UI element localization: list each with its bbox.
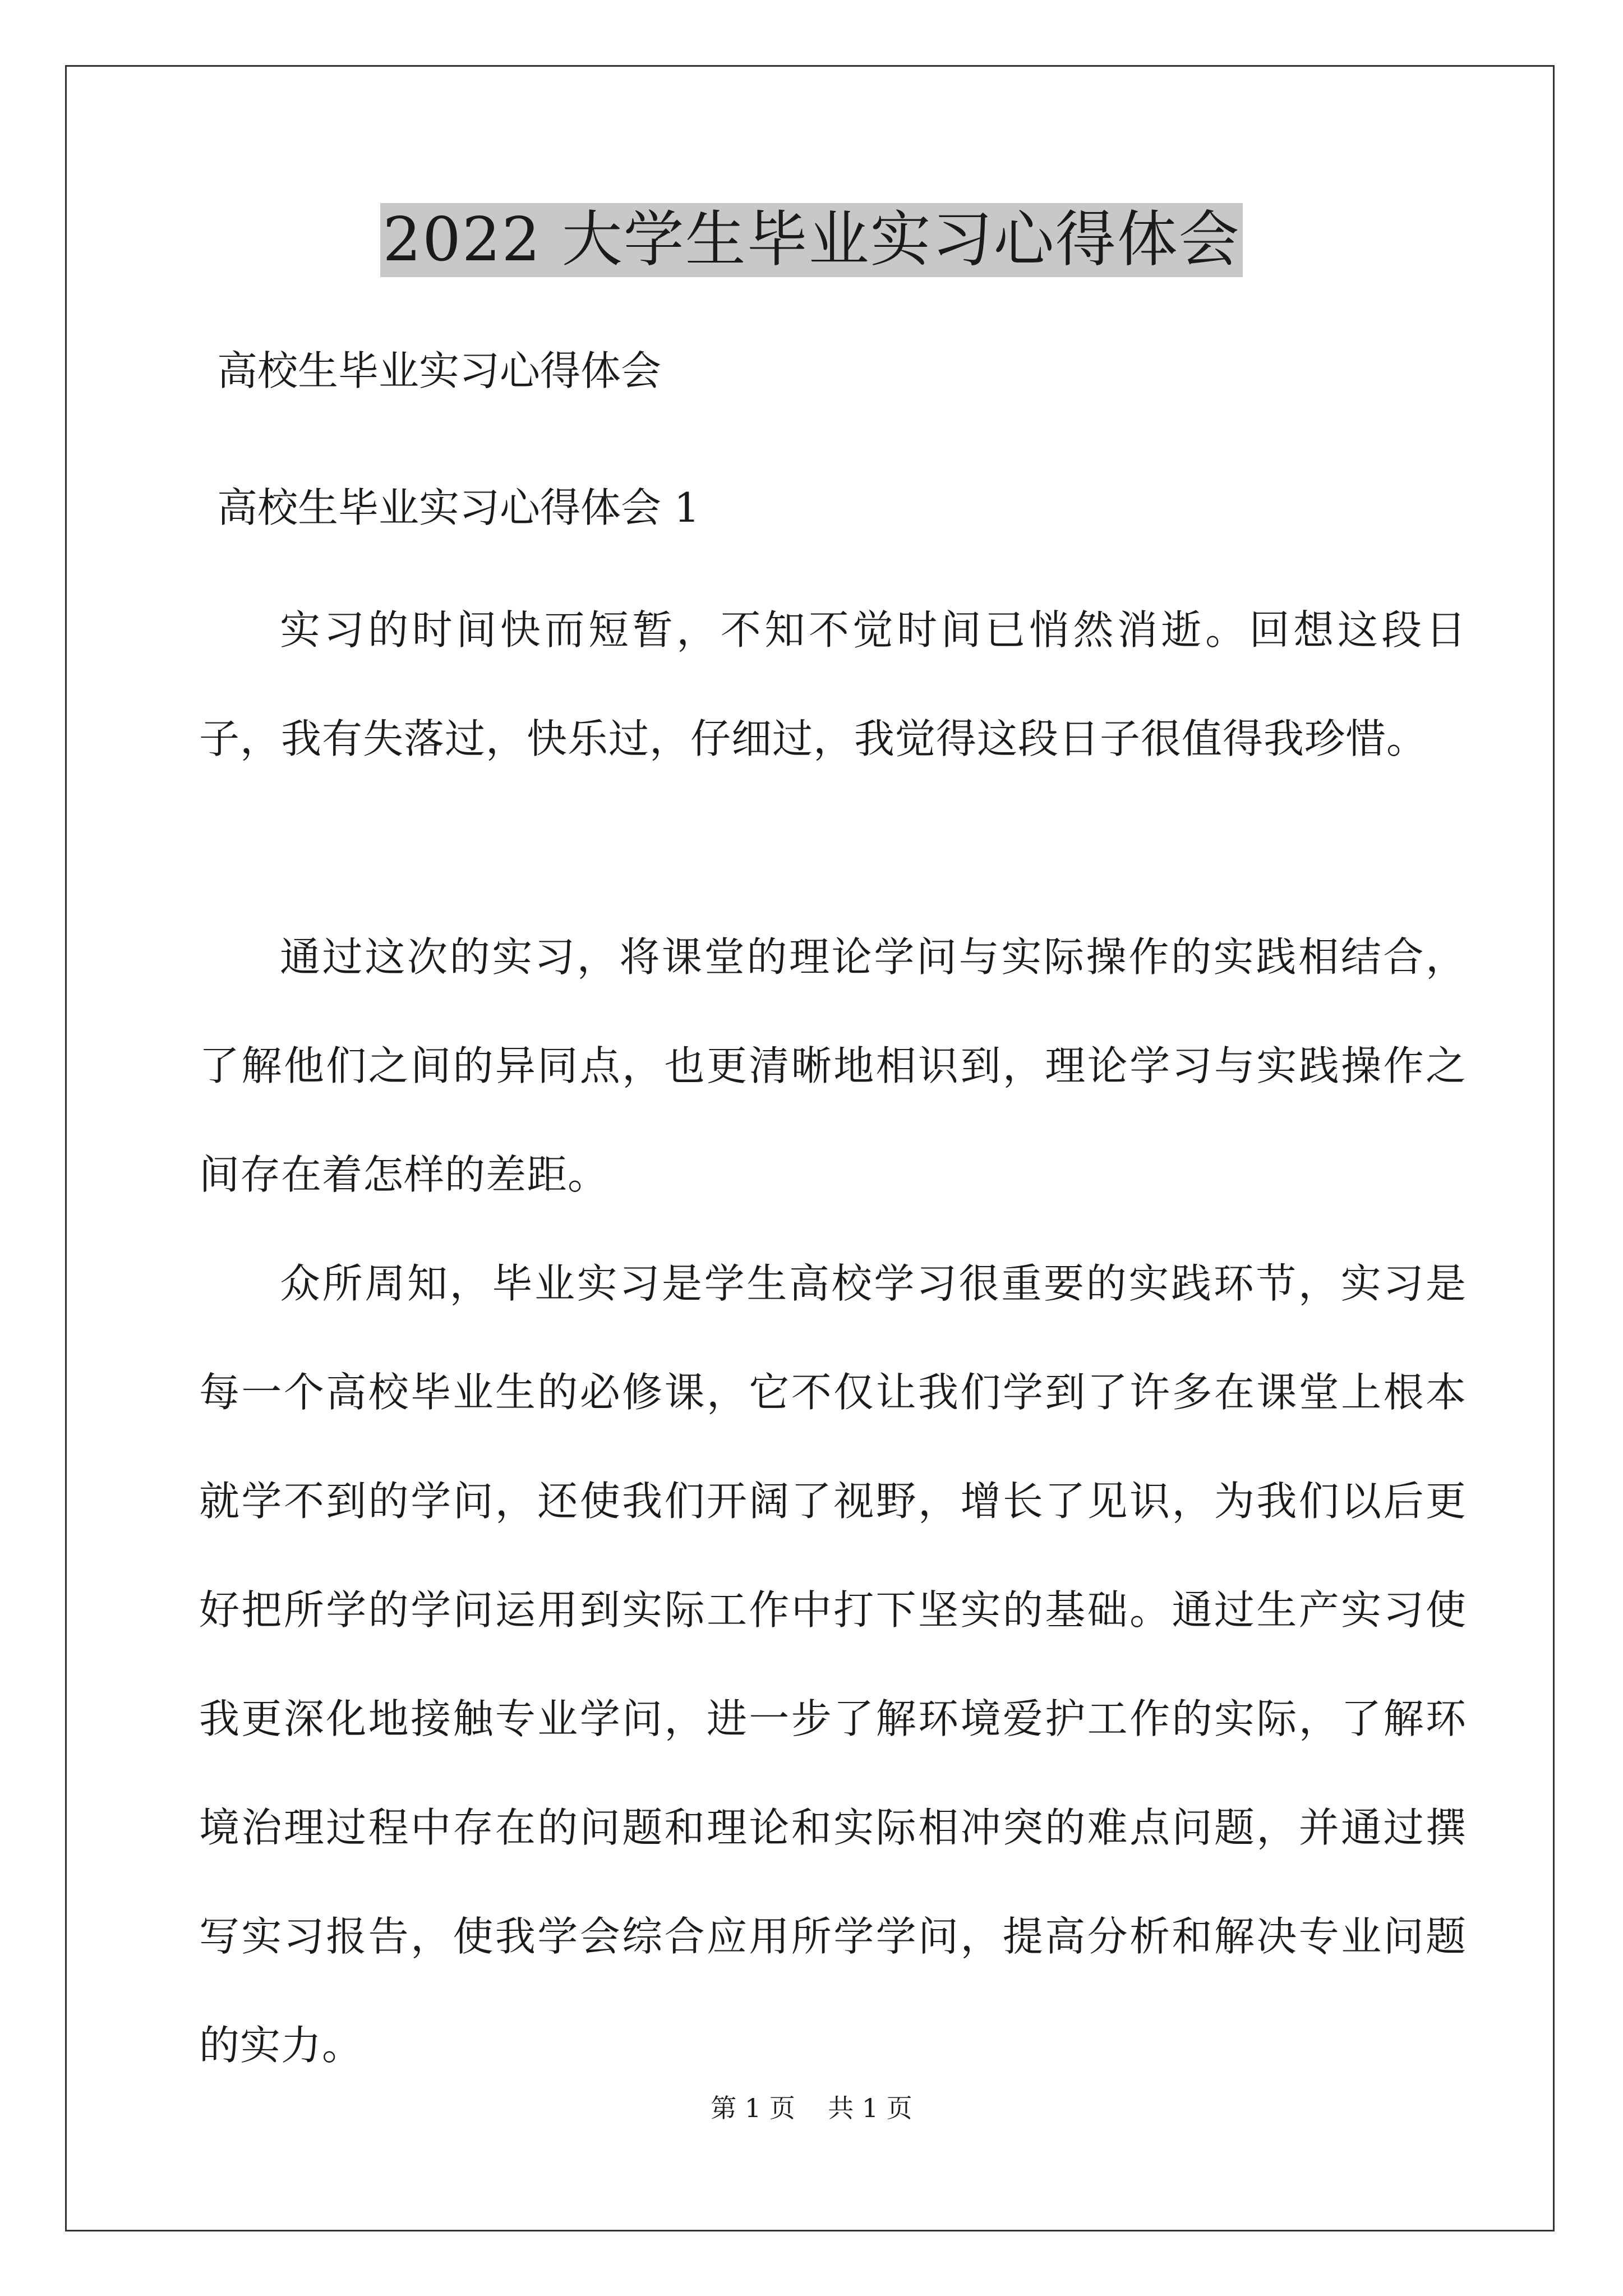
document-body [199,348,1467,2100]
title-container [0,203,1623,277]
paragraph: 实习的时间快而短暂，不知不觉时间已悄然消逝。回想这段日子，我有失落过，快乐过，仔细过，我觉得这段日子很值得我珍惜。 [199,606,1467,762]
paragraph: 通过这次的实习，将课堂的理论学问与实际操作的实践相结合，了解他们之间的异同点，也更清晰地相识到，理论学习与实践操作之间存在着怎样的差距。 [199,933,1467,1198]
paragraph: 众所周知，毕业实习是学生高校学习很重要的实践环节，实习是每一个高校毕业生的必修课，它不仅让我们学到了许多在课堂上根本就学不到的学问，还使我们开阔了视野，增长了见识，为我们以后更好把所学的学问运用到实际工作中打下坚实的基础。通过生产实习使我更深化地接触专业学问，进一步了解环境爱护工作的实际，了解环境治理过程中存在的问题和理论和实际相冲突的难点问题，并通过撰写实习报告，使我学会综合应用所学学问，提高分析和解决专业问题的实力。 [199,1260,1467,2069]
subheading: 高校生毕业实习心得体会 1 [217,484,700,531]
document-title: 2022 大学生毕业实习心得体会 [380,203,1242,277]
page-footer: 第 1 页 共 1 页 [711,2093,912,2123]
subheading: 高校生毕业实习心得体会 [217,347,662,394]
